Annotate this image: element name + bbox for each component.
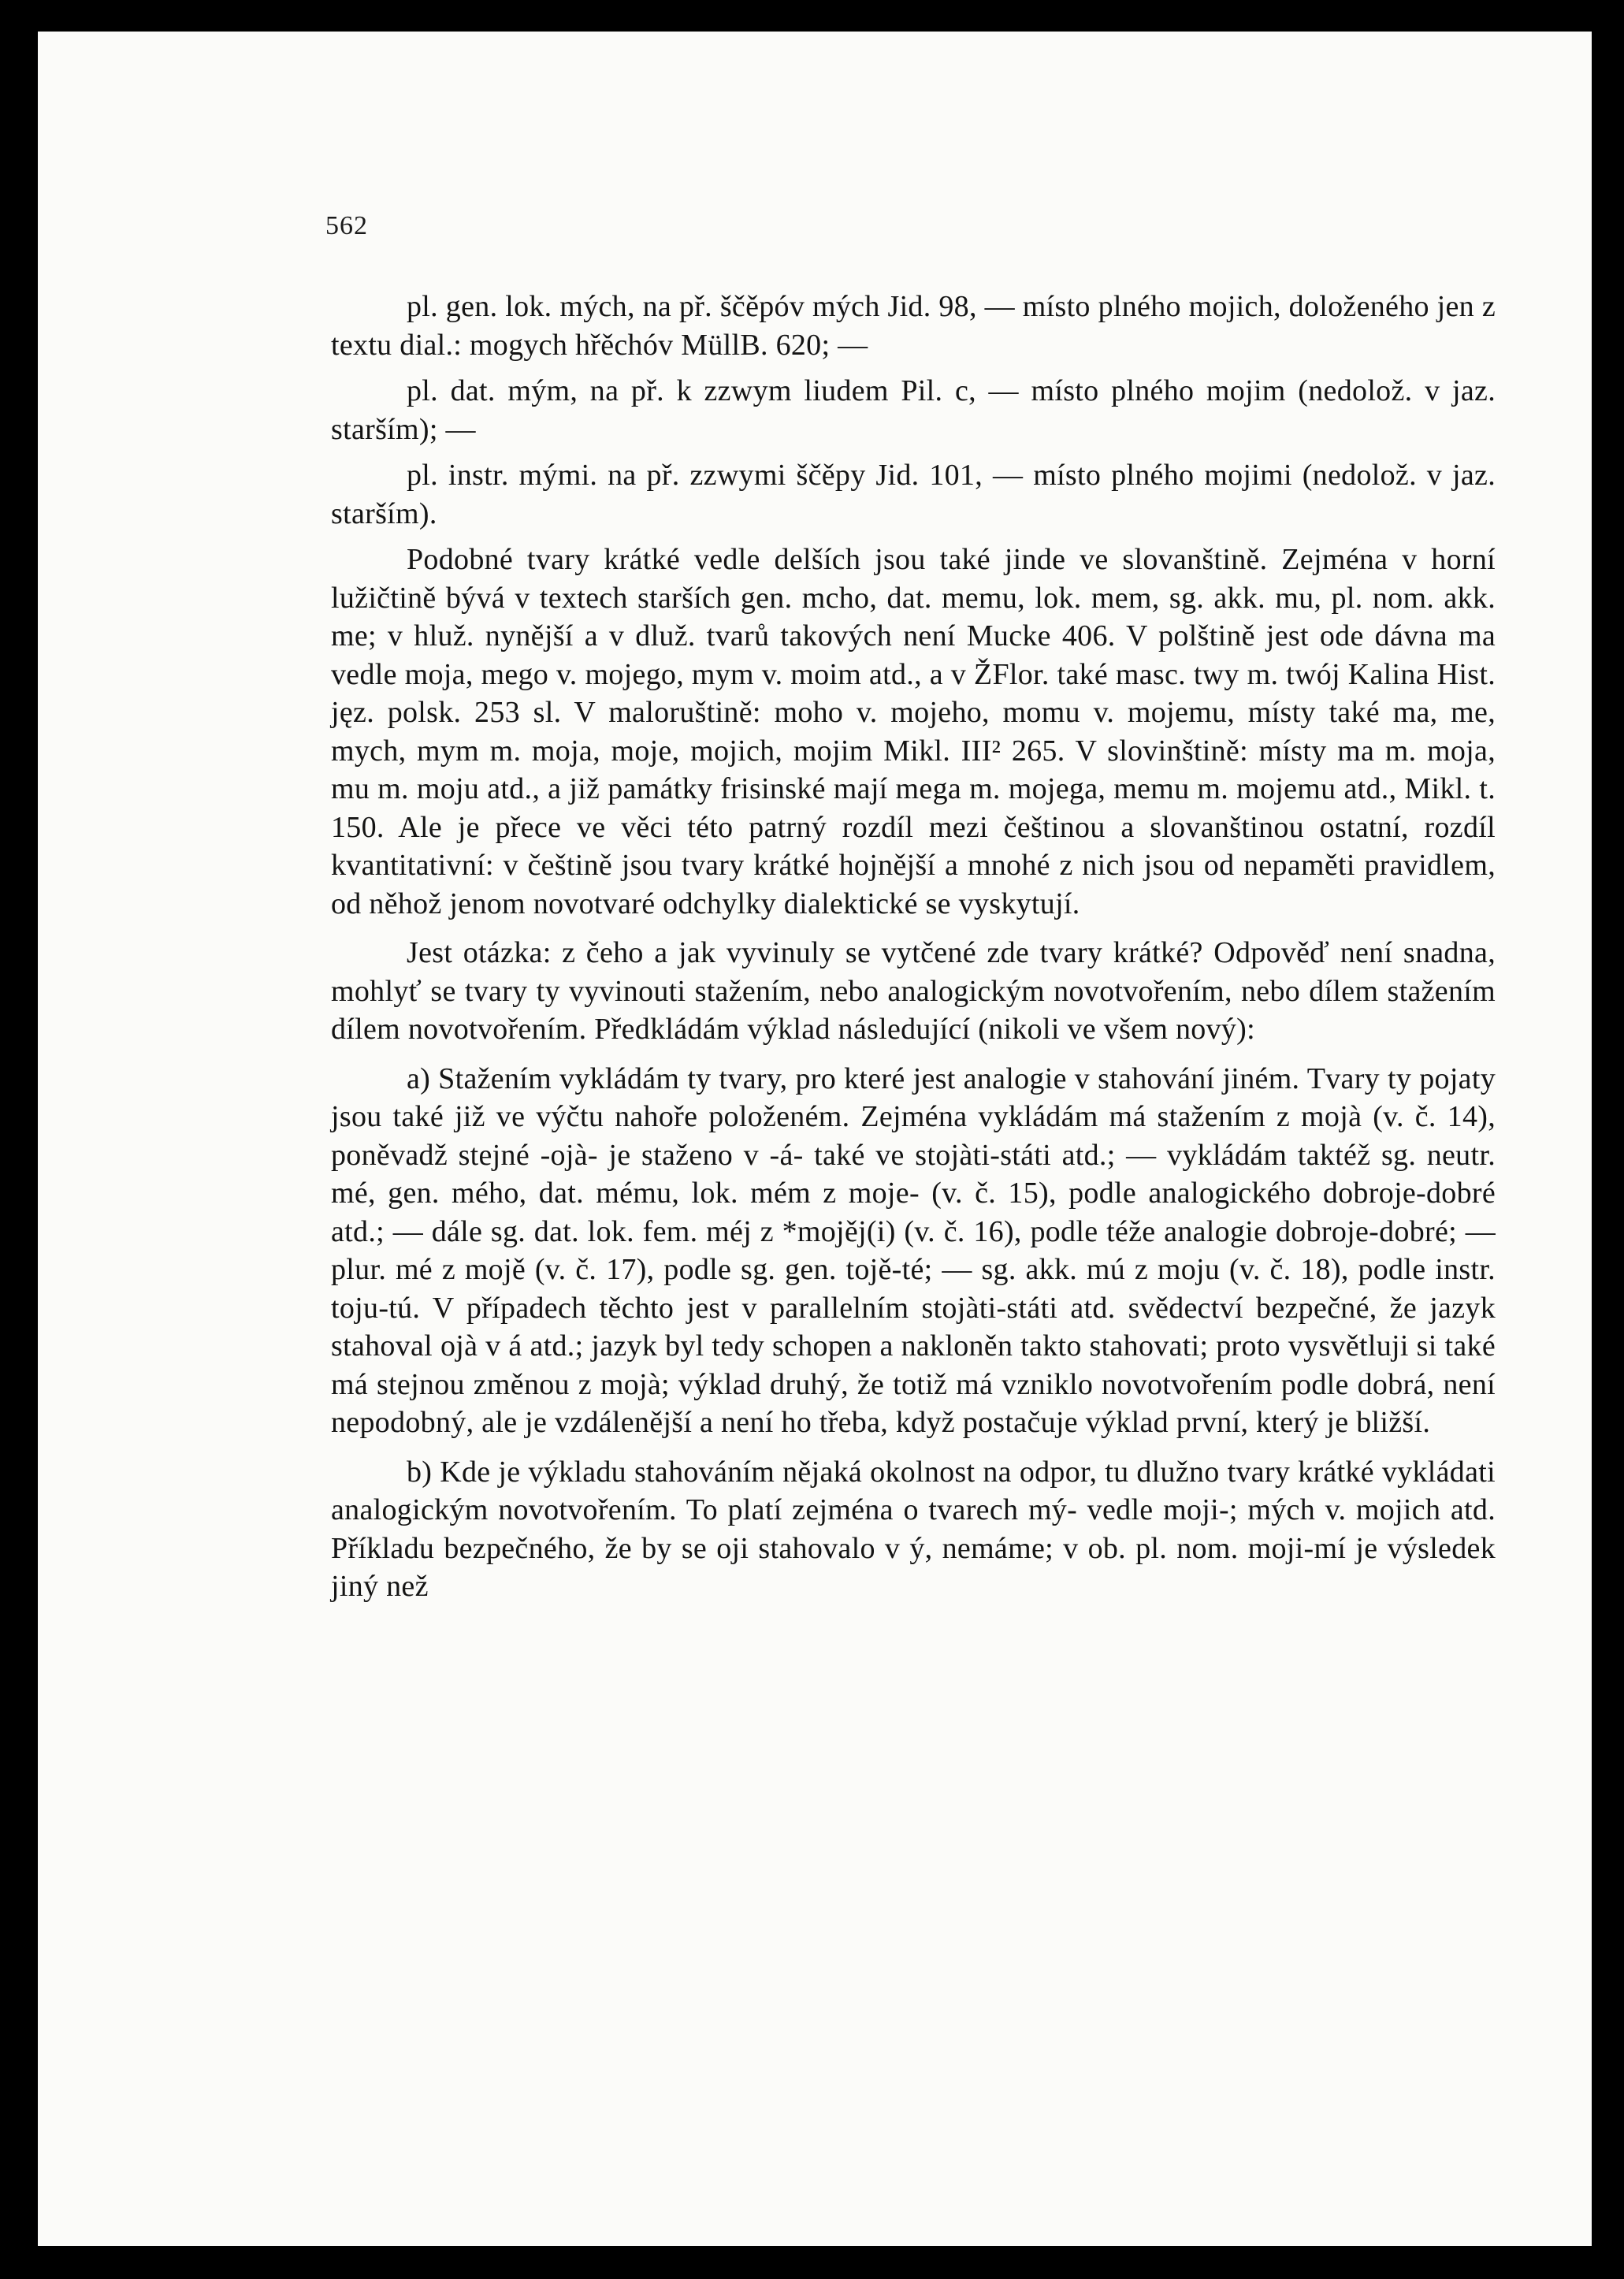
paragraph-contraction: a) Stažením vykládám ty tvary, pro které jest analogie v stahování jiném. Tvary ty pojaty jsou také již ve výčtu nahoře položeném. Zejména vykládám má stažením z mojà (v. č. 14), poněvadž stejné -ojà- je staženo v -á- také ve stojàti-státi atd.; — vykládám taktéž sg. neutr. mé, gen. mého, dat. mému, lok. mém z moje- (v. č. 15), podle analogického dobroje-dobré atd.; — dále sg. dat. lok. fem. méj z *mojěj(i) (v. č. 16), podle téže analogie dobroje-dobré; — plur. mé z mojě (v. č. 17), podle sg. gen. tojě-té; — sg. akk. mú z moju (v. č. 18), podle instr. toju-tú. V případech těchto jest v parallelním stojàti-státi atd. svědectví bezpečné, že jazyk stahoval ojà v á atd.; jazyk byl tedy schopen a nakloněn takto stahovati; proto vysvětluji si také má stejnou změnou z mojà; výklad druhý, že totiž má vzniklo novotvořením podle dobrá, není nepodobný, ale je vzdálenější a není ho třeba, když postačuje výklad první, který je bližší. [331, 1061, 1496, 1439]
body-text [331, 288, 1496, 1606]
paragraph-pl-dat: pl. dat. mým, na př. k zzwym liudem Pil. c, — místo plného mojim (nedolož. v jaz. starším); — [331, 374, 1496, 446]
paragraph-analogy: b) Kde je výkladu stahováním nějaká okolnost na odpor, tu dlužno tvary krátké vykládati analogickým novotvořením. To platí zejména o tvarech mý- vedle moji-; mých v. mojich atd. Příkladu bezpečného, že by se oji stahovalo v ý, nemáme; v ob. pl. nom. moji-mí je výsledek jiný než [331, 1455, 1496, 1603]
page-number: 562 [325, 211, 368, 240]
book-page [38, 32, 1592, 2246]
paragraph-question: Jest otázka: z čeho a jak vyvinuly se vytčené zde tvary krátké? Odpověď není snadna, mohlyť se tvary ty vyvinouti stažením, nebo analogickým novotvořením, nebo dílem stažením dílem novotvořením. Předkládám výklad následující (nikoli ve všem nový): [331, 936, 1496, 1046]
paragraph-pl-instr: pl. instr. mými. na př. zzwymi ščěpy Jid. 101, — místo plného mojimi (nedolož. v jaz. starším). [331, 459, 1496, 530]
paragraph-slavic-comparison: Podobné tvary krátké vedle delších jsou také jinde ve slovanštině. Zejména v horní lužičtině bývá v textech starších gen. mcho, dat. memu, lok. mem, sg. akk. mu, pl. nom. akk. me; v hluž. nynější a v dluž. tvarů takových není Mucke 406. V polštině jest ode dávna ma vedle moja, mego v. mojego, mym v. moim atd., a v ŽFlor. také masc. twy m. twój Kalina Hist. jęz. polsk. 253 sl. V maloruštině: moho v. mojeho, momu v. mojemu, místy také ma, me, mych, mym m. moja, moje, mojich, mojim Mikl. III² 265. V slovinštině: místy ma m. moja, mu m. moju atd., a již památky frisinské mají mega m. mojega, memu m. mojemu atd., Mikl. t. 150. Ale je přece ve věci této patrný rozdíl mezi češtinou a slovanštinou ostatní, rozdíl kvantitativní: v češtině jsou tvary krátké hojnější a mnohé z nich jsou od nepaměti pravidlem, od něhož jenom novotvaré odchylky dialektické se vyskytují. [331, 543, 1496, 920]
paragraph-pl-gen: pl. gen. lok. mých, na př. ščěpóv mých Jid. 98, — místo plného mojich, doloženého jen z textu dial.: mogych hřěchóv MüllB. 620; — [331, 290, 1496, 362]
